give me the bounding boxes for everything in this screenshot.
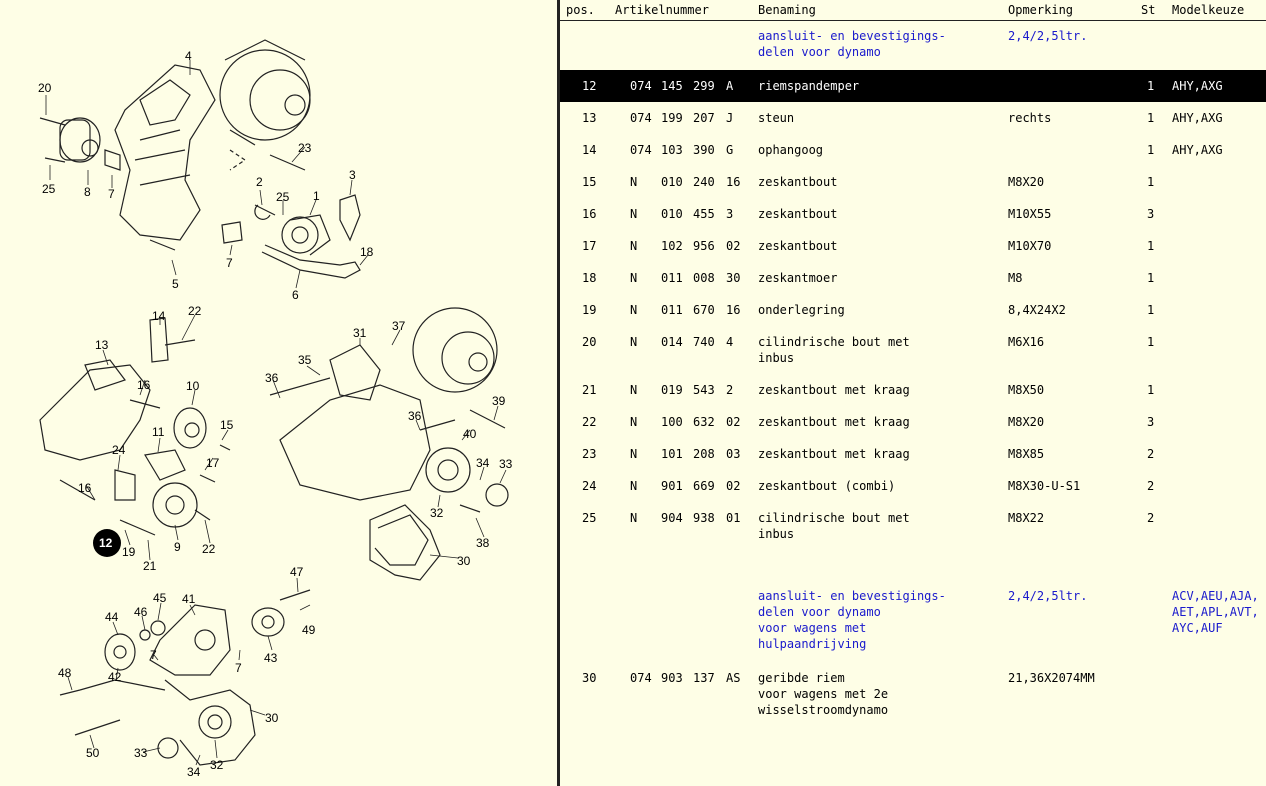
callout-label: 40 xyxy=(463,427,477,441)
cell-opmerking: M8X30-U-S1 xyxy=(1008,479,1081,493)
cell-opmerking: M8X50 xyxy=(1008,383,1045,397)
parts-diagram xyxy=(0,0,557,786)
cell-st: 2 xyxy=(1147,511,1155,525)
table-row-selected[interactable] xyxy=(560,70,1266,102)
table-row[interactable] xyxy=(560,262,1266,294)
cell-art-b: 010 xyxy=(661,175,683,189)
group-remark: 2,4/2,5ltr. xyxy=(1008,589,1088,603)
cell-pos: 21 xyxy=(582,383,597,397)
group-heading xyxy=(560,582,1266,652)
cell-benaming: riemspandemper xyxy=(758,79,860,93)
cell-art-c: 670 xyxy=(693,303,715,317)
cell-st: 1 xyxy=(1147,79,1155,93)
cell-art-a: N xyxy=(630,383,638,397)
cell-art-a: N xyxy=(630,415,638,429)
cell-art-a: 074 xyxy=(630,79,652,93)
cell-art-d: G xyxy=(726,143,734,157)
cell-opmerking: M10X55 xyxy=(1008,207,1052,221)
callout-label: 25 xyxy=(42,182,56,196)
cell-pos: 15 xyxy=(582,175,597,189)
callout-label: 33 xyxy=(134,746,148,760)
callout-label: 6 xyxy=(292,288,299,302)
callout-label: 11 xyxy=(152,425,165,439)
cell-art-a: N xyxy=(630,239,638,253)
cell-model: AHY,AXG xyxy=(1172,79,1223,93)
cell-art-b: 102 xyxy=(661,239,683,253)
cell-st: 1 xyxy=(1147,175,1155,189)
cell-art-a: 074 xyxy=(630,671,652,685)
cell-art-c: 956 xyxy=(693,239,715,253)
cell-pos: 20 xyxy=(582,335,597,349)
callout-label: 31 xyxy=(353,326,367,340)
callout-label: 7 xyxy=(108,187,115,201)
cell-art-b: 101 xyxy=(661,447,683,461)
callout-label: 13 xyxy=(95,338,109,352)
cell-art-c: 207 xyxy=(693,111,715,125)
callout-label: 39 xyxy=(492,394,506,408)
cell-pos: 16 xyxy=(582,207,597,221)
cell-opmerking: M8 xyxy=(1008,271,1023,285)
cell-benaming: ophangoog xyxy=(758,143,824,157)
cell-art-d: A xyxy=(726,79,734,93)
group-remark: 2,4/2,5ltr. xyxy=(1008,29,1088,43)
callout-label: 37 xyxy=(392,319,406,333)
cell-art-c: 208 xyxy=(693,447,715,461)
parts-list xyxy=(560,0,1266,786)
callout-label: 24 xyxy=(112,443,126,457)
callout-label: 35 xyxy=(298,353,312,367)
callout-label: 8 xyxy=(84,185,91,199)
cell-benaming: zeskantbout (combi) xyxy=(758,479,896,493)
callout-label: 32 xyxy=(210,758,224,772)
cell-st: 1 xyxy=(1147,111,1155,125)
cell-art-d: 16 xyxy=(726,175,741,189)
callout-label: 38 xyxy=(476,536,490,550)
col-header-opmerking[interactable]: Opmerking xyxy=(1008,3,1074,17)
cell-pos: 25 xyxy=(582,511,597,525)
cell-opmerking: M8X20 xyxy=(1008,175,1045,189)
cell-benaming: zeskantbout xyxy=(758,239,838,253)
callout-label: 16 xyxy=(137,378,151,392)
cell-art-d: AS xyxy=(726,671,741,685)
cell-art-c: 240 xyxy=(693,175,715,189)
cell-art-a: N xyxy=(630,271,638,285)
group-title: aansluit- en bevestigings- delen voor dynamo voor wagens met hulpaandrijving xyxy=(758,589,946,651)
table-row[interactable] xyxy=(560,134,1266,166)
group-models: ACV,AEU,AJA, AET,APL,AVT, AYC,AUF xyxy=(1172,589,1259,635)
table-row[interactable] xyxy=(560,502,1266,550)
callout-label: 3 xyxy=(349,168,356,182)
cell-art-b: 199 xyxy=(661,111,683,125)
cell-opmerking: rechts xyxy=(1008,111,1052,125)
cell-pos: 13 xyxy=(582,111,597,125)
col-header-pos[interactable]: pos. xyxy=(566,3,595,17)
callout-label: 34 xyxy=(187,765,201,779)
table-row[interactable] xyxy=(560,374,1266,406)
cell-opmerking: M6X16 xyxy=(1008,335,1045,349)
callout-label: 43 xyxy=(264,651,278,665)
cell-pos: 19 xyxy=(582,303,597,317)
cell-benaming: zeskantmoer xyxy=(758,271,838,285)
table-row[interactable] xyxy=(560,662,1266,718)
callout-label: 25 xyxy=(276,190,290,204)
table-row[interactable] xyxy=(560,230,1266,262)
cell-art-b: 145 xyxy=(661,79,683,93)
callout-label: 17 xyxy=(206,456,220,470)
cell-art-c: 740 xyxy=(693,335,715,349)
cell-benaming: zeskantbout met kraag xyxy=(758,447,910,461)
cell-art-b: 011 xyxy=(661,271,683,285)
cell-opmerking: M8X85 xyxy=(1008,447,1045,461)
cell-art-b: 019 xyxy=(661,383,683,397)
exploded-view-drawing xyxy=(0,0,557,786)
cell-opmerking: 21,36X2074MM xyxy=(1008,671,1095,685)
callout-label: 10 xyxy=(186,379,200,393)
callout-label: 4 xyxy=(185,49,192,63)
cell-st: 1 xyxy=(1147,271,1155,285)
cell-art-b: 014 xyxy=(661,335,683,349)
cell-art-d: 03 xyxy=(726,447,741,461)
callout-label: 19 xyxy=(122,545,136,559)
cell-benaming: zeskantbout xyxy=(758,207,838,221)
callout-label: 48 xyxy=(58,666,72,680)
cell-art-c: 669 xyxy=(693,479,715,493)
callout-label: 42 xyxy=(108,670,122,684)
callout-label: 44 xyxy=(105,610,119,624)
callout-label: 41 xyxy=(182,592,196,606)
cell-st: 1 xyxy=(1147,335,1155,349)
callout-label: 22 xyxy=(202,542,216,556)
cell-st: 3 xyxy=(1147,207,1155,221)
callout-label: 16 xyxy=(78,481,92,495)
cell-st: 1 xyxy=(1147,383,1155,397)
cell-model: AHY,AXG xyxy=(1172,111,1223,125)
cell-art-d: 01 xyxy=(726,511,741,525)
col-header-st[interactable]: St xyxy=(1141,3,1156,17)
cell-pos: 17 xyxy=(582,239,597,253)
cell-art-d: 2 xyxy=(726,383,734,397)
table-row[interactable] xyxy=(560,326,1266,374)
cell-art-c: 938 xyxy=(693,511,715,525)
cell-art-d: 02 xyxy=(726,239,741,253)
cell-pos: 14 xyxy=(582,143,597,157)
col-header-modelkeuze[interactable]: Modelkeuze xyxy=(1172,3,1245,17)
callout-label: 20 xyxy=(38,81,52,95)
cell-benaming: zeskantbout met kraag xyxy=(758,415,910,429)
callout-label: 34 xyxy=(476,456,490,470)
callout-label: 47 xyxy=(290,565,304,579)
callout-label: 46 xyxy=(134,605,148,619)
callout-label: 14 xyxy=(152,309,166,323)
cell-model: AHY,AXG xyxy=(1172,143,1223,157)
cell-opmerking: M10X70 xyxy=(1008,239,1052,253)
cell-benaming: zeskantbout met kraag xyxy=(758,383,910,397)
cell-benaming: cilindrische bout met inbus xyxy=(758,511,910,541)
cell-st: 2 xyxy=(1147,447,1155,461)
callout-label: 23 xyxy=(298,141,312,155)
col-header-benaming[interactable]: Benaming xyxy=(758,3,816,17)
callout-label: 33 xyxy=(499,457,513,471)
cell-art-b: 103 xyxy=(661,143,683,157)
callout-label: 22 xyxy=(188,304,202,318)
cell-opmerking: M8X20 xyxy=(1008,415,1045,429)
cell-art-d: 16 xyxy=(726,303,741,317)
cell-st: 1 xyxy=(1147,143,1155,157)
cell-art-d: 30 xyxy=(726,271,741,285)
cell-art-a: N xyxy=(630,447,638,461)
cell-art-c: 455 xyxy=(693,207,715,221)
cell-st: 3 xyxy=(1147,415,1155,429)
cell-st: 1 xyxy=(1147,303,1155,317)
cell-benaming: onderlegring xyxy=(758,303,845,317)
cell-opmerking: M8X22 xyxy=(1008,511,1045,525)
cell-pos: 12 xyxy=(582,79,597,93)
cell-pos: 23 xyxy=(582,447,597,461)
cell-art-a: N xyxy=(630,335,638,349)
cell-benaming: steun xyxy=(758,111,795,125)
cell-art-a: N xyxy=(630,175,638,189)
callout-label: 2 xyxy=(256,175,263,189)
cell-art-c: 632 xyxy=(693,415,715,429)
cell-benaming: geribde riem voor wagens met 2e wisselstroomdynamo xyxy=(758,671,889,717)
cell-art-b: 100 xyxy=(661,415,683,429)
callout-label: 36 xyxy=(265,371,279,385)
cell-st: 2 xyxy=(1147,479,1155,493)
callout-label: 15 xyxy=(220,418,234,432)
callout-label: 5 xyxy=(172,277,179,291)
callout-label: 49 xyxy=(302,623,316,637)
cell-opmerking: 8,4X24X2 xyxy=(1008,303,1066,317)
cell-art-c: 137 xyxy=(693,671,715,685)
table-row[interactable] xyxy=(560,294,1266,326)
cell-art-c: 299 xyxy=(693,79,715,93)
col-header-artikel[interactable]: Artikelnummer xyxy=(615,3,709,17)
cell-art-a: N xyxy=(630,207,638,221)
table-row[interactable] xyxy=(560,198,1266,230)
callout-label: 7 xyxy=(235,661,242,675)
table-row[interactable] xyxy=(560,470,1266,502)
cell-art-a: N xyxy=(630,303,638,317)
cell-art-a: N xyxy=(630,511,638,525)
cell-pos: 24 xyxy=(582,479,597,493)
cell-art-b: 903 xyxy=(661,671,683,685)
table-row[interactable] xyxy=(560,166,1266,198)
cell-art-b: 901 xyxy=(661,479,683,493)
cell-benaming: cilindrische bout met inbus xyxy=(758,335,910,365)
cell-art-a: 074 xyxy=(630,143,652,157)
cell-art-c: 390 xyxy=(693,143,715,157)
cell-pos: 22 xyxy=(582,415,597,429)
cell-art-d: 02 xyxy=(726,479,741,493)
cell-art-b: 010 xyxy=(661,207,683,221)
callout-label: 45 xyxy=(153,591,167,605)
callout-label: 30 xyxy=(457,554,471,568)
cell-benaming: zeskantbout xyxy=(758,175,838,189)
callout-label: 30 xyxy=(265,711,279,725)
cell-art-d: 02 xyxy=(726,415,741,429)
callout-label: 7 xyxy=(150,648,157,662)
callout-label: 9 xyxy=(174,540,181,554)
callout-label: 1 xyxy=(313,189,320,203)
cell-art-c: 008 xyxy=(693,271,715,285)
cell-art-d: 4 xyxy=(726,335,734,349)
group-title: aansluit- en bevestigings- delen voor dynamo xyxy=(758,29,946,59)
callout-label: 7 xyxy=(226,256,233,270)
callout-label: 21 xyxy=(143,559,157,573)
table-row[interactable] xyxy=(560,102,1266,134)
cell-art-d: J xyxy=(726,111,734,125)
table-row[interactable] xyxy=(560,438,1266,470)
cell-art-b: 011 xyxy=(661,303,683,317)
callout-label-highlighted: 12 xyxy=(99,536,113,550)
cell-pos: 30 xyxy=(582,671,597,685)
callout-label: 18 xyxy=(360,245,374,259)
callout-label: 32 xyxy=(430,506,444,520)
group-heading xyxy=(560,22,1266,62)
cell-pos: 18 xyxy=(582,271,597,285)
table-header xyxy=(560,0,1266,21)
callout-label: 50 xyxy=(86,746,100,760)
cell-art-c: 543 xyxy=(693,383,715,397)
callout-label: 36 xyxy=(408,409,422,423)
table-row[interactable] xyxy=(560,406,1266,438)
cell-art-a: 074 xyxy=(630,111,652,125)
cell-art-d: 3 xyxy=(726,207,734,221)
cell-art-b: 904 xyxy=(661,511,683,525)
cell-st: 1 xyxy=(1147,239,1155,253)
cell-art-a: N xyxy=(630,479,638,493)
